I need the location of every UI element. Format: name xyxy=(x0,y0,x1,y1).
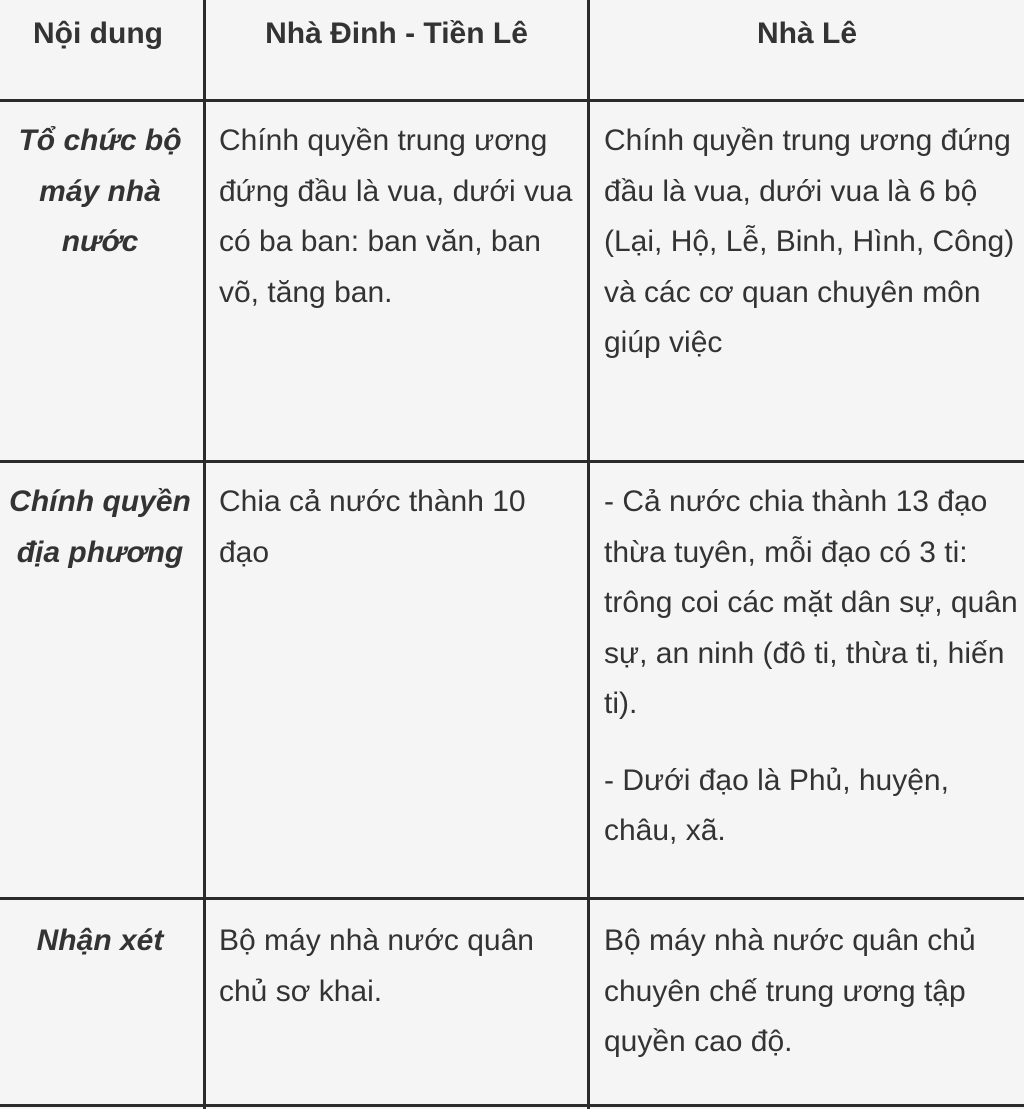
cell-paragraph: Bộ máy nhà nước quân chủ chuyên chế trung ương tập quyền cao độ. xyxy=(604,924,976,1058)
row-divider xyxy=(0,99,1024,102)
cell-dinh-tien-le-to-chuc: Chính quyền trung ương đứng đầu là vua, dưới vua có ba ban: ban văn, ban võ, tăng ban. xyxy=(219,124,573,309)
header-nha-le: Nhà Lê xyxy=(756,17,858,50)
column-divider xyxy=(203,0,206,1109)
row-label-to-chuc: Tổ chức bộ máy nhà nước xyxy=(18,124,182,258)
cell-nha-le-to-chuc xyxy=(604,116,1020,369)
row-divider xyxy=(0,460,1024,463)
cell-paragraph: - Cả nước chia thành 13 đạo thừa tuyên, mỗi đạo có 3 ti: trông coi các mặt dân sự, quân sự, an ninh (đô ti, thừa ti, hiến ti). xyxy=(604,485,1018,720)
header-content: Nội dung xyxy=(33,17,163,50)
header-dinh-tien-le: Nhà Đinh - Tiền Lê xyxy=(265,17,528,50)
cell-dinh-tien-le-chinh-quyen: Chia cả nước thành 10 đạo xyxy=(219,485,526,569)
cell-paragraph: Chính quyền trung ương đứng đầu là vua, dưới vua là 6 bộ (Lại, Hộ, Lễ, Binh, Hình, Công) và các cơ quan chuyên môn giúp việc xyxy=(604,124,1015,359)
column-divider xyxy=(587,0,590,1109)
cell-paragraph: - Dưới đạo là Phủ, huyện, châu, xã. xyxy=(604,763,949,847)
cell-nha-le-chinh-quyen xyxy=(604,477,1020,857)
row-divider xyxy=(0,1104,1024,1107)
row-label-nhan-xet: Nhận xét xyxy=(36,924,164,957)
cell-nha-le-nhan-xet xyxy=(604,916,1020,1068)
row-divider xyxy=(0,897,1024,900)
row-label-chinh-quyen: Chính quyền địa phương xyxy=(9,485,191,569)
cell-dinh-tien-le-nhan-xet: Bộ máy nhà nước quân chủ sơ khai. xyxy=(219,924,534,1008)
